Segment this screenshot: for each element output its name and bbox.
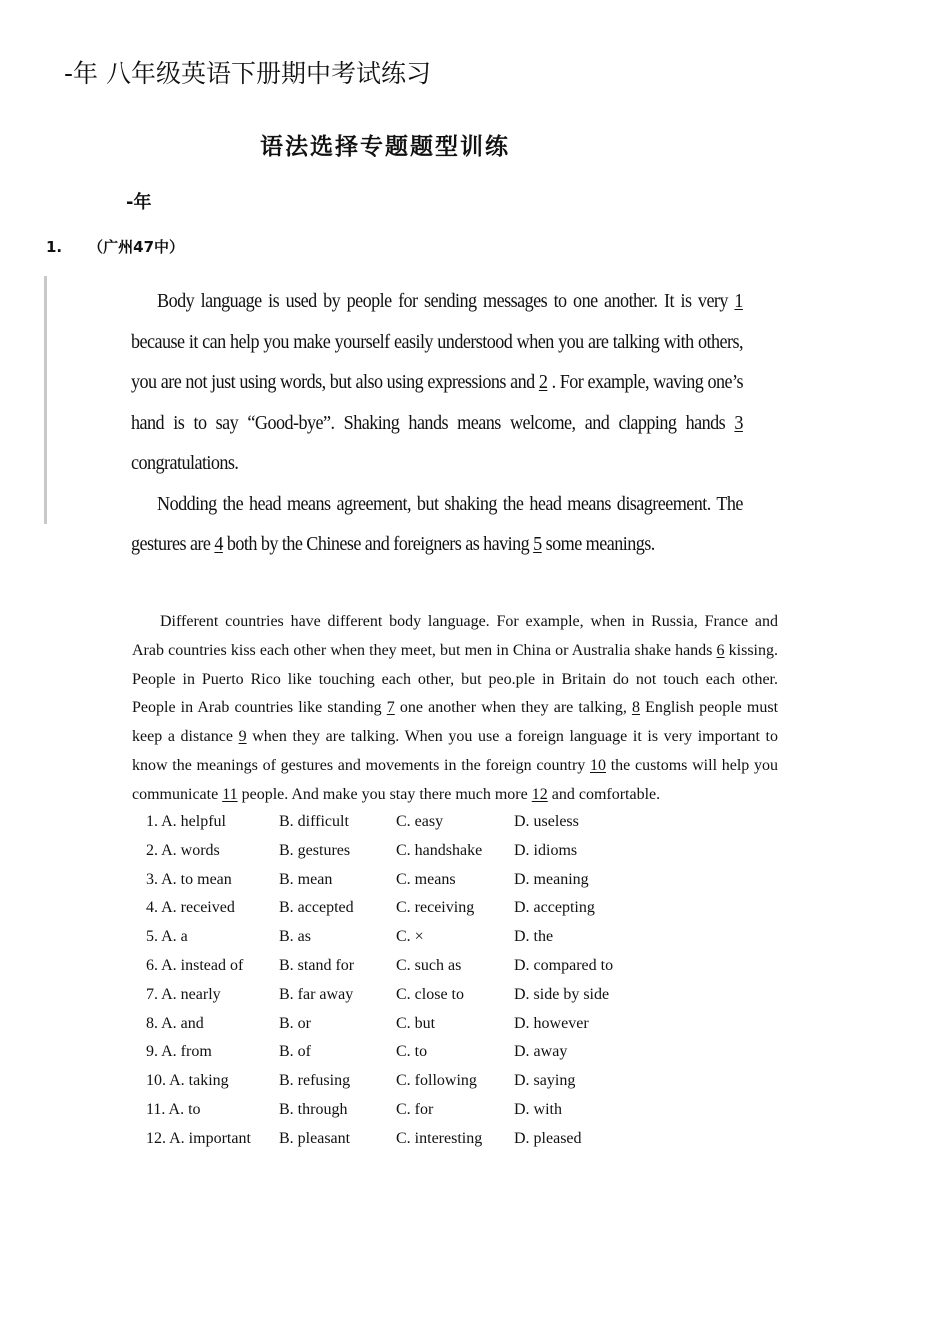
option-a: 3. A. to mean [146,870,232,888]
text-run: and comfortable. [547,785,661,803]
option-b: B. through [279,1100,348,1118]
option-a: 9. A. from [146,1043,212,1061]
option-a: 5. A. a [146,928,188,946]
option-b: B. refusing [279,1072,351,1090]
option-a: 8. A. and [146,1014,204,1032]
blank-number: 9 [238,728,247,746]
text-run: one another when they are talking, [394,699,632,717]
option-d: D. meaning [514,870,589,888]
text-run: some meanings. [541,534,655,555]
option-d: D. the [514,928,554,946]
option-c: C. interesting [396,1129,483,1147]
question-number: 1. [46,238,63,256]
passage-countries [132,608,778,810]
option-a: 4. A. received [146,899,235,917]
option-d: D. away [514,1043,568,1061]
option-d: D. pleased [514,1129,582,1147]
question-source: （广州47中） [88,238,185,256]
quote-bar [44,276,47,524]
paragraph [132,608,778,810]
option-c: C. means [396,870,456,888]
text-run: kissing. People in Puerto Rico like touching each other, but peo.ple in Britain do not touch each other. People in Arab countries like standing [132,641,779,717]
option-d: D. accepting [514,899,595,917]
option-a: 7. A. nearly [146,985,221,1003]
text-run: when they are talking. When you use a foreign language it is very important to know the meanings of gestures and movements in the foreign country [132,728,778,774]
option-d: D. however [514,1014,589,1032]
text-run: Body language is used by people for sending messages to one another. It is very [157,291,735,312]
paragraph [131,282,743,485]
option-a: 11. A. to [146,1100,201,1118]
option-b: B. mean [279,870,333,888]
option-d: D. useless [514,813,579,830]
option-b: B. far away [279,985,354,1003]
option-b: B. stand for [279,956,355,974]
blank-number: 11 [222,785,238,803]
text-run: both by the Chinese and foreigners as having [222,534,534,555]
text-run: people. And make you stay there much more [237,785,532,803]
blank-number: 6 [716,641,725,659]
passage-body-language [131,282,743,566]
option-c: C. close to [396,985,464,1003]
blank-number: 10 [589,756,606,774]
option-a: 1. A. helpful [146,813,226,830]
option-d: D. saying [514,1072,576,1090]
option-c: C. for [396,1100,434,1118]
option-a: 6. A. instead of [146,956,244,974]
document-title: -年 八年级英语下册期中考试练习 [64,59,431,88]
option-c: C. following [396,1072,477,1090]
question-label [46,236,184,257]
option-a: 2. A. words [146,841,220,859]
blank-number: 8 [631,699,640,717]
option-a: 12. A. important [146,1129,251,1147]
option-c: C. handshake [396,841,483,859]
option-c: C. × [396,928,424,946]
text-run: English people must keep a distance [132,699,779,746]
option-c: C. receiving [396,899,475,917]
text-run: Different countries have different body language. For example, when in Russia, France and Arab countries kiss each other when they meet, but men in China or Australia shake hands [132,613,778,659]
option-c: C. easy [396,813,444,830]
option-c: C. such as [396,956,462,974]
option-b: B. as [279,928,311,946]
text-run: congratulations. [131,453,239,474]
blank-number: 4 [214,534,223,555]
blank-number: 3 [734,412,743,434]
option-d: D. with [514,1100,562,1118]
paragraph [131,485,743,566]
option-b: B. pleasant [279,1129,351,1147]
option-c: C. but [396,1014,436,1032]
option-b: B. accepted [279,899,354,917]
option-b: B. of [279,1043,311,1061]
blank-number: 2 [538,372,548,393]
blank-number: 1 [734,291,743,312]
section-title: 语法选择专题题型训练 [260,133,510,160]
option-d: D. compared to [514,956,614,974]
year-label: -年 [126,192,152,213]
option-b: B. difficult [279,813,349,830]
text-run: . For example, waving one’s hand is to say “Good-bye”. Shaking hands means welcome, and clapping hands [131,372,743,434]
option-a: 10. A. taking [146,1072,229,1090]
blank-number: 5 [533,534,542,555]
text-run: Nodding the head means agreement, but shaking the head means disagreement. The gestures are [131,493,743,555]
blank-number: 7 [386,699,395,717]
option-b: B. or [279,1014,311,1032]
option-c: C. to [396,1043,428,1061]
text-run: because it can help you make yourself easily understood when you are talking with others, you are not just using words, but also using expressions and [131,331,743,393]
option-d: D. idioms [514,841,578,859]
option-d: D. side by side [514,985,610,1003]
option-b: B. gestures [279,841,351,859]
text-run: the customs will help you communicate [132,756,778,803]
blank-number: 12 [531,785,548,803]
